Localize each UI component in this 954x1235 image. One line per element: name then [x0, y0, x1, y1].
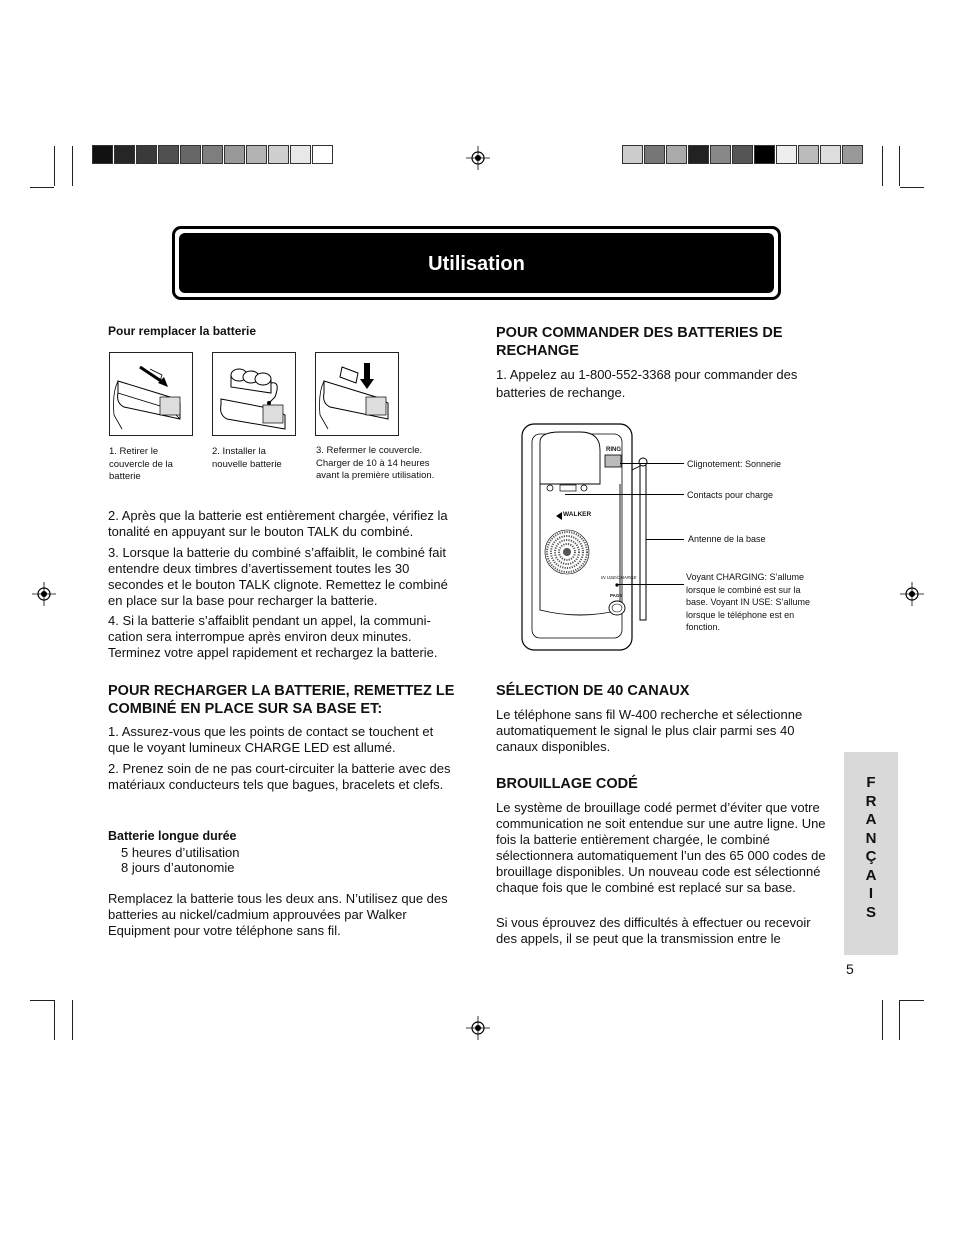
ring-label: RING	[606, 447, 621, 453]
tab-letter: F	[866, 774, 876, 791]
inuse-charge-label: IN USE/CHARGE	[601, 575, 637, 580]
section-header	[172, 226, 781, 300]
recharge-heading: POUR RECHARGER LA BATTERIE, REMETTEZ LE COMBINÉ EN PLACE SUR SA BASE ET:	[108, 683, 455, 717]
label-base-antenna: Antenne de la base	[688, 534, 766, 544]
registration-mark-right	[900, 582, 924, 606]
registration-mark-left	[32, 582, 56, 606]
leader-indicator	[618, 584, 684, 585]
registration-mark-bottom	[466, 1016, 490, 1040]
label-charging-indicator: Voyant CHARGING: S’allume lorsque le combiné est sur la base. Voyant IN USE: S’allume lorsque le téléphone est en fonction.	[686, 572, 811, 633]
walker-logo-text: WALKER	[563, 511, 592, 518]
scramble-text-continued: Si vous éprouvez des difficultés à effectuer ou recevoir des appels, il se peut que la transmission entre le	[496, 915, 811, 946]
channels-text: Le téléphone sans fil W-400 recherche et sélectionne automatiquement le signal le plus clair parmi ses 40 canaux disponibles.	[496, 707, 803, 754]
step-3-caption: 3. Refermer le couvercle. Charger de 10 à 14 heures avant la première utilisation.	[316, 445, 435, 481]
phone-base-diagram	[520, 420, 690, 656]
paragraph-4: 4. Si la batterie s’affaiblit pendant un appel, la communi- cation sera interrompue après environ deux minutes. Terminez votre appel rapidement et rechargez la batterie.	[108, 613, 438, 660]
page-number: 5	[846, 961, 854, 977]
step-1-caption: 1. Retirer le couvercle de la batterie	[109, 446, 173, 482]
tab-letter: R	[865, 792, 877, 810]
label-ring-flash: Clignotement: Sonnerie	[687, 459, 782, 469]
scramble-text: Le système de brouillage codé permet d’éviter que votre communication ne soit entendue sur une autre ligne. Une fois la batterie entièrement chargée, le combiné sélectionnera automatiquement l’un des 65 000 codes de brouillage disponibles. Un nouveau code est sélectionné chaque fois que le combiné est replacé sur sa base.	[496, 800, 826, 895]
paragraph-2: 2. Après que la batterie est entièrement chargée, vérifiez la tonalité en appuyant sur le bouton TALK du combiné.	[108, 508, 448, 539]
order-heading: POUR COMMANDER DES BATTERIES DE RECHANGE	[496, 325, 783, 359]
tab-letter: I	[868, 885, 874, 902]
long-life-heading: Batterie longue durée	[108, 829, 237, 843]
leader-contacts	[565, 494, 684, 495]
illustration-install-battery	[212, 352, 296, 436]
order-text: 1. Appelez au 1-800-552-3368 pour commander des batteries de rechange.	[496, 367, 798, 400]
recharge-step-2: 2. Prenez soin de ne pas court-circuiter la batterie avec des matériaux conducteurs tels que bagues, bracelets et clefs.	[108, 761, 451, 792]
leader-antenna	[646, 539, 684, 540]
registration-mark-top	[466, 146, 490, 170]
tab-letter: A	[865, 811, 877, 828]
battery-heading: Pour remplacer la batterie	[108, 324, 257, 338]
recharge-step-1: 1. Assurez-vous que les points de contact se touchent et que le voyant lumineux CHARGE LED est allumé.	[108, 724, 434, 755]
long-life-talk-time: 5 heures d’utilisation	[121, 845, 240, 860]
tab-letter: A	[865, 866, 877, 884]
label-charge-contacts: Contacts pour charge	[687, 490, 774, 500]
long-life-standby: 8 jours d’autonomie	[121, 860, 235, 875]
page-button-label: PAGE	[610, 593, 623, 598]
paragraph-3: 3. Lorsque la batterie du combiné s’affaiblit, le combiné fait entendre deux timbres d’avertissement toutes les 30 secondes et le bouton TALK clignote. Remettez le combiné en place sur la base pour recharger la batterie.	[108, 545, 448, 608]
step-2-caption: 2. Installer la nouvelle batterie	[212, 446, 282, 470]
channels-heading: SÉLECTION DE 40 CANAUX	[496, 683, 690, 699]
illustration-remove-cover	[109, 352, 193, 436]
tab-letter: S	[865, 903, 876, 921]
language-tab-francais	[844, 752, 898, 955]
tab-letter: Ç	[865, 848, 877, 865]
tab-letter: N	[865, 829, 877, 847]
replace-paragraph: Remplacez la batterie tous les deux ans. N’utilisez que des batteries au nickel/cadmium approuvées par Walker Equipment pour votre téléphone sans fil.	[108, 891, 448, 938]
leader-ring	[620, 463, 684, 464]
page-title: Utilisation	[428, 253, 525, 275]
illustration-close-cover	[315, 352, 399, 436]
scramble-heading: BROUILLAGE CODÉ	[496, 776, 638, 792]
